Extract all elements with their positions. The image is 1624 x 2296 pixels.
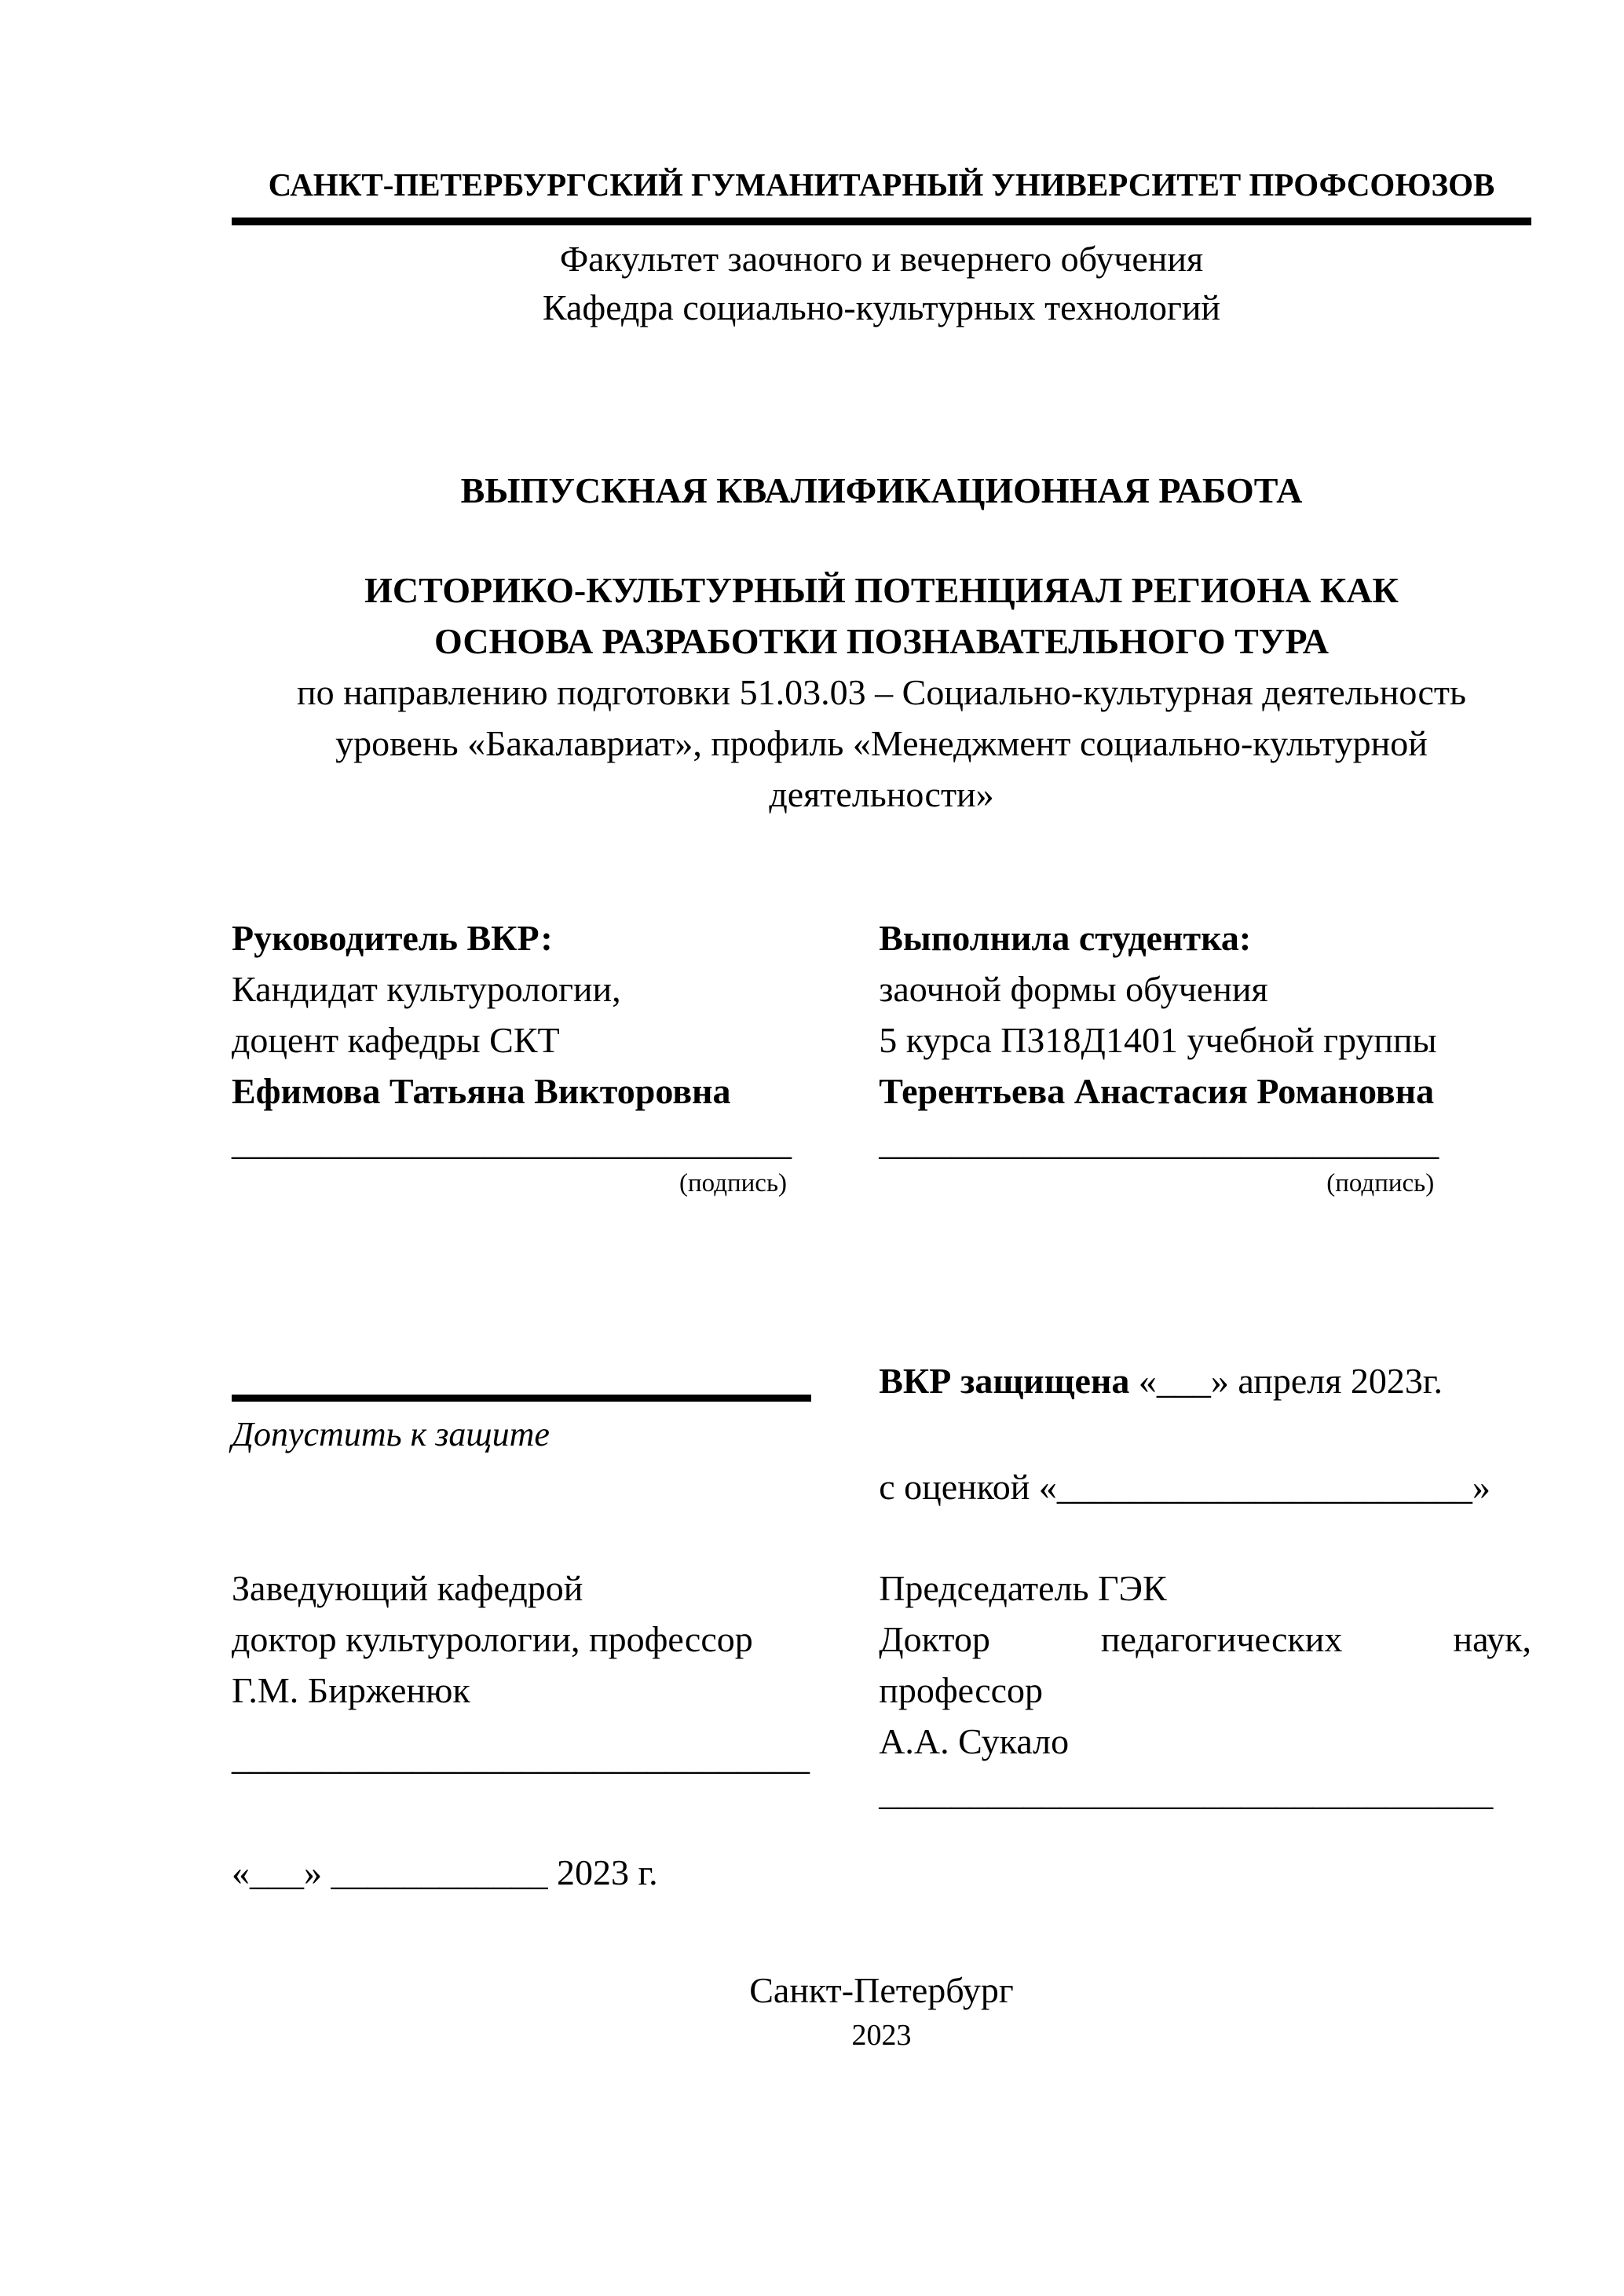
student-group: 5 курса ПЗ18Д1401 учебной группы <box>879 1020 1437 1060</box>
admission-block <box>232 1355 811 1457</box>
head-of-department-name: Г.М. Бирженюк <box>232 1670 470 1710</box>
work-type-title: ВЫПУСКНАЯ КВАЛИФИКАЦИОННАЯ РАБОТА <box>460 470 1303 510</box>
signatories-row <box>232 1563 1531 1818</box>
defense-row <box>232 1355 1531 1512</box>
gek-chair-degree: Доктор педагогических наук, <box>879 1619 1531 1659</box>
defense-date-blank: «___» апреля 2023г. <box>1129 1361 1443 1401</box>
student-signature <box>879 1117 1439 1199</box>
gek-chair-signature-line: __________________________________ <box>879 1772 1494 1812</box>
head-of-department-degree: доктор культурологии, профессор <box>232 1619 753 1659</box>
supervisor-signature-line: _______________________________ <box>232 1122 792 1162</box>
document-header <box>232 161 1531 332</box>
program-info <box>232 667 1531 820</box>
supervisor-name: Ефимова Татьяна Викторовна <box>232 1071 731 1111</box>
head-of-department-signature-line: ________________________________ <box>232 1737 810 1777</box>
supervisor-block <box>232 912 811 1205</box>
supervisor-heading: Руководитель ВКР: <box>232 918 553 958</box>
gek-chair-name: А.А. Сукало <box>879 1721 1070 1761</box>
defense-label-bold: ВКР защищена <box>879 1361 1130 1401</box>
program-line-3: деятельности» <box>769 774 994 814</box>
header-rule <box>232 218 1531 225</box>
head-of-department-block <box>232 1563 811 1782</box>
gek-chair-title: Председатель ГЭК <box>879 1568 1167 1608</box>
head-of-department-title: Заведующий кафедрой <box>232 1568 583 1608</box>
defense-block <box>879 1355 1531 1512</box>
defense-line <box>879 1355 1531 1406</box>
thesis-title <box>232 565 1531 667</box>
program-line-1: по направлению подготовки 51.03.03 – Социально-культурная деятельность <box>296 672 1466 712</box>
supervisor-signature <box>232 1117 792 1199</box>
thesis-title-line-2: ОСНОВА РАЗРАБОТКИ ПОЗНАВАТЕЛЬНОГО ТУРА <box>434 621 1329 661</box>
grade-line: с оценкой «_______________________» <box>879 1467 1490 1507</box>
university-name: САНКТ-ПЕТЕРБУРГСКИЙ ГУМАНИТАРНЫЙ УНИВЕРСИТЕТ ПРОФСОЮЗОВ <box>268 166 1495 203</box>
admit-caption: Допустить к защите <box>232 1415 550 1453</box>
thesis-title-line-1: ИСТОРИКО-КУЛЬТУРНЫЙ ПОТЕНЦИЯАЛ РЕГИОНА КАК <box>364 570 1399 610</box>
supervisor-degree: Кандидат культурологии, <box>232 969 621 1009</box>
city-line: Санкт-Петербург <box>749 1970 1014 2010</box>
student-block <box>879 912 1531 1205</box>
program-line-2: уровень «Бакалавриат», профиль «Менеджмент социально-культурной <box>335 723 1428 763</box>
faculty-line: Факультет заочного и вечернего обучения <box>559 239 1204 279</box>
date-line: «___» ____________ 2023 г. <box>232 1852 658 1892</box>
admit-rule <box>232 1395 811 1402</box>
year-line: 2023 <box>851 2019 912 2052</box>
supervisor-position: доцент кафедры СКТ <box>232 1020 560 1060</box>
student-signature-line: _______________________________ <box>879 1122 1439 1162</box>
people-row <box>232 912 1531 1205</box>
student-name: Терентьева Анастасия Романовна <box>879 1071 1435 1111</box>
gek-chair-position: профессор <box>879 1670 1044 1710</box>
supervisor-signature-caption: (подпись) <box>679 1169 787 1197</box>
student-heading: Выполнила студентка: <box>879 918 1252 958</box>
student-signature-caption: (подпись) <box>1326 1169 1435 1197</box>
gek-chair-block <box>879 1563 1531 1818</box>
department-line: Кафедра социально-культурных технологий <box>542 287 1221 327</box>
student-study-form: заочной формы обучения <box>879 969 1268 1009</box>
